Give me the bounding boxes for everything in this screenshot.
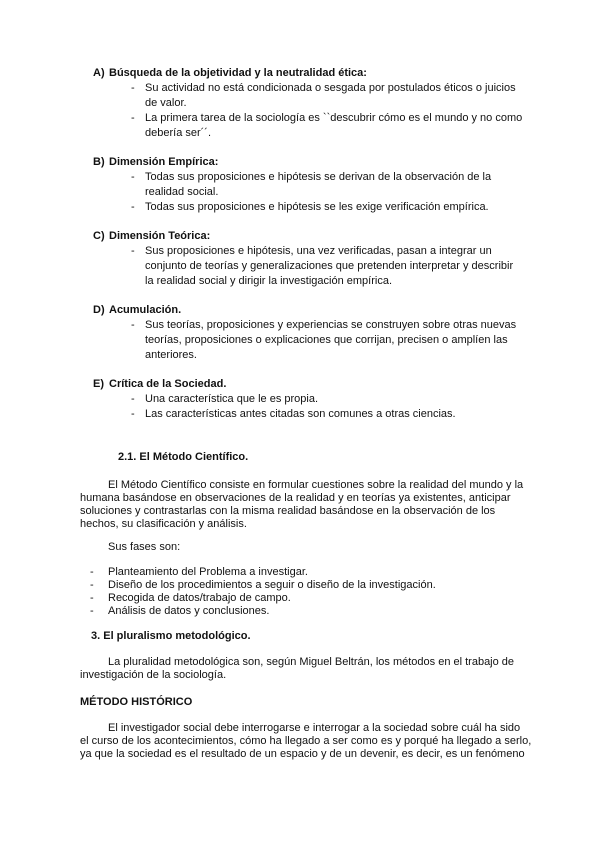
bullet-dash: - <box>90 592 94 604</box>
section-title: Dimensión Empírica: <box>109 156 219 168</box>
section-heading: 2.1. El Método Científico. <box>118 451 249 463</box>
bullet-text: anteriores. <box>145 349 197 361</box>
list-item: Análisis de datos y conclusiones. <box>108 605 270 617</box>
bullet-dash: - <box>131 245 135 257</box>
bullet-dash: - <box>131 171 135 183</box>
section-label: D) <box>93 304 105 316</box>
paragraph-line: ya que la sociedad es el resultado de un espacio y de un devenir, es decir, es un fenómeno <box>80 748 525 760</box>
paragraph-line: humana basándose en observaciones de la realidad y en teorías ya existentes, anticipar <box>80 492 511 504</box>
list-item: Diseño de los procedimientos a seguir o diseño de la investigación. <box>108 579 436 591</box>
list-item: Planteamiento del Problema a investigar. <box>108 566 308 578</box>
bullet-dash: - <box>131 82 135 94</box>
section-title: Búsqueda de la objetividad y la neutralidad ética: <box>109 67 367 79</box>
section-title: Crítica de la Sociedad. <box>109 378 227 390</box>
paragraph-line: Sus fases son: <box>108 541 181 553</box>
bullet-text: de valor. <box>145 97 187 109</box>
bullet-text: la realidad social y dirigir la investigación empírica. <box>145 275 393 287</box>
bullet-text: teorías, proposiciones o explicaciones que corrijan, precisen o amplíen las <box>145 334 508 346</box>
section-label: A) <box>93 67 105 79</box>
section-title: Acumulación. <box>109 304 182 316</box>
bullet-text: debería ser´´. <box>145 127 212 139</box>
bullet-text: Sus proposiciones e hipótesis, una vez verificadas, pasan a integrar un <box>145 245 492 257</box>
bullet-text: Las características antes citadas son comunes a otras ciencias. <box>145 408 456 420</box>
paragraph-line: El investigador social debe interrogarse e interrogar a la sociedad sobre cuál ha sido <box>108 722 521 734</box>
section-label: B) <box>93 156 105 168</box>
bullet-text: conjunto de teorías y generalizaciones que pretenden interpretar y describir <box>145 260 514 272</box>
bullet-dash: - <box>131 201 135 213</box>
paragraph-line: investigación de la sociología. <box>80 669 227 681</box>
section-title: Dimensión Teórica: <box>109 230 211 242</box>
section-heading: 3. El pluralismo metodológico. <box>91 630 251 642</box>
section-label: E) <box>93 378 104 390</box>
bullet-text: Sus teorías, proposiciones y experiencias se construyen sobre otras nuevas <box>145 319 517 331</box>
paragraph-line: El Método Científico consiste en formular cuestiones sobre la realidad del mundo y la <box>108 479 524 491</box>
bullet-dash: - <box>90 566 94 578</box>
bullet-dash: - <box>90 579 94 591</box>
bullet-text: realidad social. <box>145 186 219 198</box>
bullet-dash: - <box>131 319 135 331</box>
bullet-text: Todas sus proposiciones e hipótesis se les exige verificación empírica. <box>145 201 489 213</box>
paragraph-line: el curso de los acontecimientos, cómo ha llegado a ser como es y porqué ha llegado a serlo, <box>80 735 532 747</box>
section-heading: MÉTODO HISTÓRICO <box>80 696 193 708</box>
paragraph-line: La pluralidad metodológica son, según Miguel Beltrán, los métodos en el trabajo de <box>108 656 515 668</box>
bullet-text: La primera tarea de la sociología es ``descubrir cómo es el mundo y no como <box>145 112 523 124</box>
list-item: Recogida de datos/trabajo de campo. <box>108 592 291 604</box>
bullet-dash: - <box>90 605 94 617</box>
bullet-dash: - <box>131 393 135 405</box>
bullet-text: Su actividad no está condicionada o sesgada por postulados éticos o juicios <box>145 82 516 94</box>
section-label: C) <box>93 230 105 242</box>
paragraph-line: soluciones y contrastarlas con la misma realidad basándose en la observación de los <box>80 505 496 517</box>
bullet-text: Una característica que le es propia. <box>145 393 319 405</box>
paragraph-line: hechos, su clasificación y análisis. <box>80 518 247 530</box>
bullet-dash: - <box>131 112 135 124</box>
bullet-dash: - <box>131 408 135 420</box>
bullet-text: Todas sus proposiciones e hipótesis se derivan de la observación de la <box>145 171 492 183</box>
